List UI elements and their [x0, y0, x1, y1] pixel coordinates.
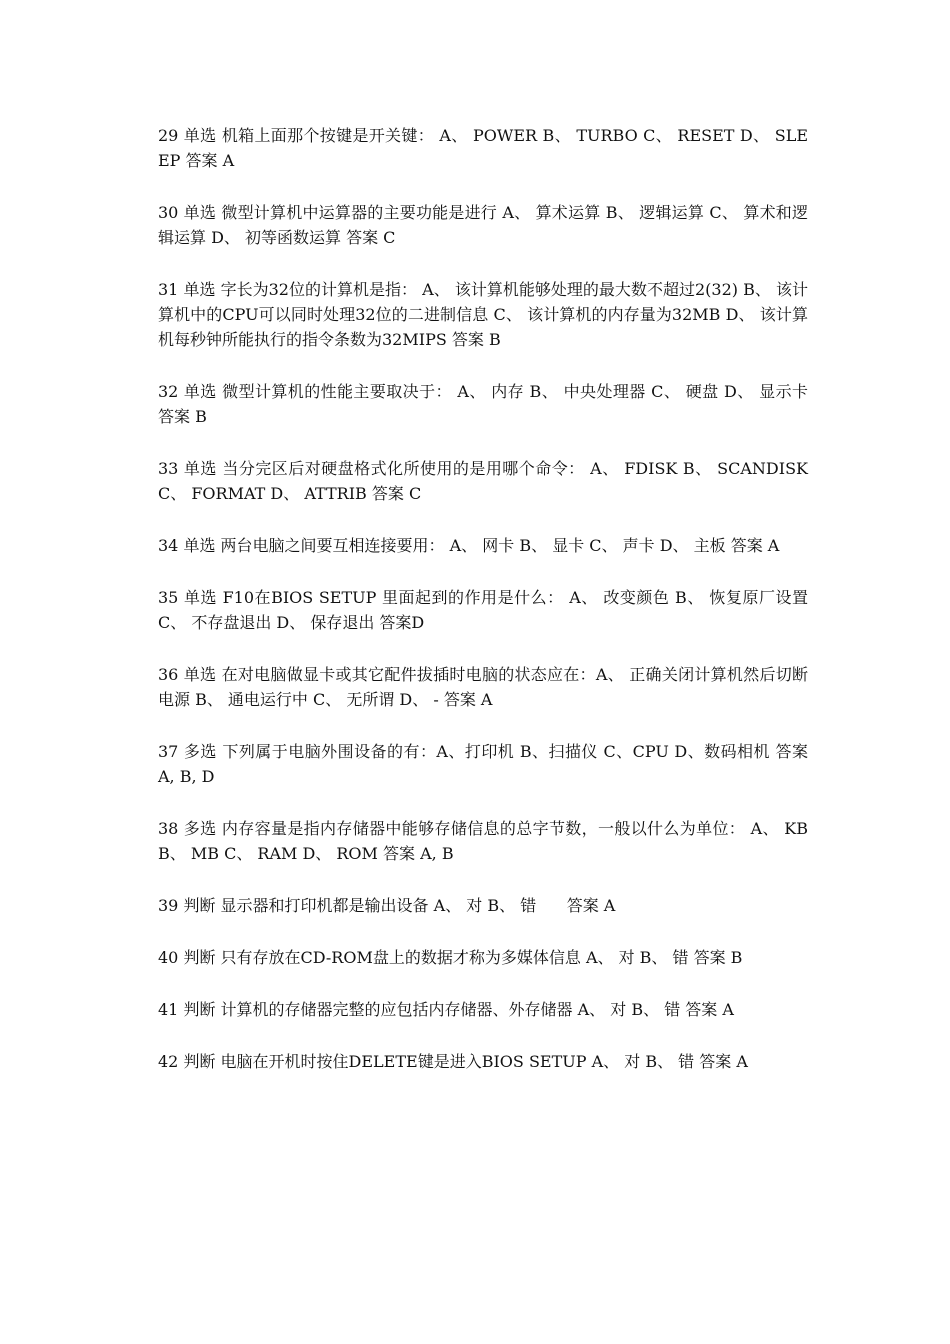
question-32: 32 单选 微型计算机的性能主要取决于： A、 内存 B、 中央处理器 C、 硬盘 D、 显示卡 答案 B: [158, 382, 814, 426]
question-29: 29 单选 机箱上面那个按键是开关键： A、 POWER B、 TURBO C、 RESET D、 SLEEP 答案 A: [158, 126, 808, 170]
question-35: 35 单选 F10在BIOS SETUP 里面起到的作用是什么： A、 改变颜色 B、 恢复原厂设置 C、 不存盘退出 D、 保存退出 答案D: [158, 588, 814, 632]
question-36: 36 单选 在对电脑做显卡或其它配件拔插时电脑的状态应在：A、 正确关闭计算机然后切断电源 B、 通电运行中 C、 无所谓 D、 - 答案 A: [158, 665, 808, 709]
question-31: 31 单选 字长为32位的计算机是指： A、 该计算机能够处理的最大数不超过2(32) B、 该计算机中的CPU可以同时处理32位的二进制信息 C、 该计算机的内存量为32MB D、 该计算机每秒钟所能执行的指令条数为32MIPS 答案 B: [158, 280, 808, 349]
question-41: 41 判断 计算机的存储器完整的应包括内存储器、外存储器 A、 对 B、 错 答案 A: [158, 1000, 734, 1019]
question-40: 40 判断 只有存放在CD-ROM盘上的数据才称为多媒体信息 A、 对 B、 错 答案 B: [158, 948, 743, 967]
question-38: 38 多选 内存容量是指内存储器中能够存储信息的总字节数，一般以什么为单位： A、 KB B、 MB C、 RAM D、 ROM 答案 A, B: [158, 819, 814, 863]
question-30: 30 单选 微型计算机中运算器的主要功能是进行 A、 算术运算 B、 逻辑运算 C、 算术和逻辑运算 D、 初等函数运算 答案 C: [158, 203, 808, 247]
question-39: 39 判断 显示器和打印机都是输出设备 A、 对 B、 错 答案 A: [158, 896, 616, 915]
question-34: 34 单选 两台电脑之间要互相连接要用： A、 网卡 B、 显卡 C、 声卡 D、 主板 答案 A: [158, 536, 780, 555]
question-33: 33 单选 当分完区后对硬盘格式化所使用的是用哪个命令： A、 FDISK B、 SCANDISK C、 FORMAT D、 ATTRIB 答案 C: [158, 459, 814, 503]
question-list: [158, 123, 814, 1101]
question-42: 42 判断 电脑在开机时按住DELETE键是进入BIOS SETUP A、 对 B、 错 答案 A: [158, 1052, 748, 1071]
question-37: 37 多选 下列属于电脑外围设备的有：A、打印机 B、扫描仪 C、CPU D、数码相机 答案 A, B, D: [158, 742, 814, 786]
